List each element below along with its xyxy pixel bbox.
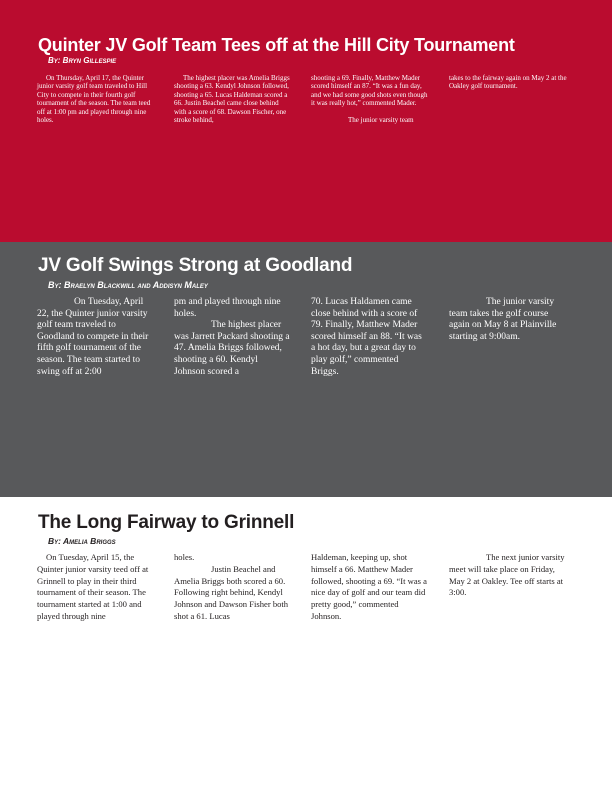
article-column-2: holes. Justin Beachel and Amelia Briggs both scored a 60. Following right behind, Kendyl Johnson and Dawson Fisher both shot a 61. Lucas [174,552,289,621]
article-column-3: 70. Lucas Haldamen came close behind with a score of 79. Finally, Matthew Mader scored himself an 88. “It was a hot day, but a great day to play golf,” commented Briggs. [311,297,422,377]
article-title: Quinter JV Golf Team Tees off at the Hill City Tournament [38,35,515,55]
article-hill-city [0,0,612,242]
article-column-1: On Tuesday, April 22, the Quinter junior varsity golf team traveled to Goodland to compete in their fifth golf tournament of the season. The team started to swing off at 2:00 [37,297,149,377]
article-column-2-tail: Justin Beachel and Amelia Briggs both scored a 60. Following right behind, Kendyl Johnson and Dawson Fisher both shot a 61. Lucas [174,563,289,621]
article-column-1: On Thursday, April 17, the Quinter junior varsity golf team traveled to Hill City to compete in their fourth golf tournament of the season. The team teed off at 1:00 pm and played through nine holes. [37,74,151,125]
article-byline: By: Braelyn Blackwill and Addisyn Maley [48,280,208,290]
article-goodland [0,242,612,497]
article-byline: By: Bryn Gillespie [48,56,117,65]
article-column-2: The highest placer was Amelia Briggs shooting a 63. Kendyl Johnson followed, shooting a 65. Lucas Haldeman scored a 66. Justin Beachel came close behind with a score of 68. Dawson Fischer, one stroke behind, [174,74,290,125]
article-column-1: On Tuesday, April 15, the Quinter junior varsity teed off at Grinnell to play in their third tournament of their season. The tournament started at 1:00 and played through nine [37,552,149,621]
article-title: The Long Fairway to Grinnell [38,512,295,533]
article-column-4: The next junior varsity meet will take place on Friday, May 2 at Oakley. Tee off starts at 3:00. [449,552,565,598]
article-column-3: shooting a 69. Finally, Matthew Mader scored himself an 87. “It was a fun day, and we had some good shots even though it was really hot,” commented Mader. The junior varsity team [311,74,428,125]
article-column-2: pm and played through nine holes. The highest placer was Jarrett Packard shooting a 47. Amelia Briggs followed, shooting a 60. Kendyl Johnson scored a [174,297,290,377]
article-column-3-tail: The junior varsity team [348,116,414,125]
article-column-4: The junior varsity team takes the golf course again on May 8 at Plainville starting at 9:00am. [449,297,557,342]
article-column-3: Haldeman, keeping up, shot himself a 66. Matthew Mader followed, shooting a 69. “It was a nice day of golf and our team did pretty good,” commented Johnson. [311,552,427,621]
article-byline: By: Amelia Briggs [48,536,116,546]
article-column-4: takes to the fairway again on May 2 at the Oakley golf tournament. [449,74,567,91]
article-title: JV Golf Swings Strong at Goodland [38,255,353,276]
article-grinnell [0,497,612,792]
article-column-2-tail: The highest placer was Jarrett Packard shooting a 47. Amelia Briggs followed, shooting a 60. Kendyl Johnson scored a [174,320,290,377]
